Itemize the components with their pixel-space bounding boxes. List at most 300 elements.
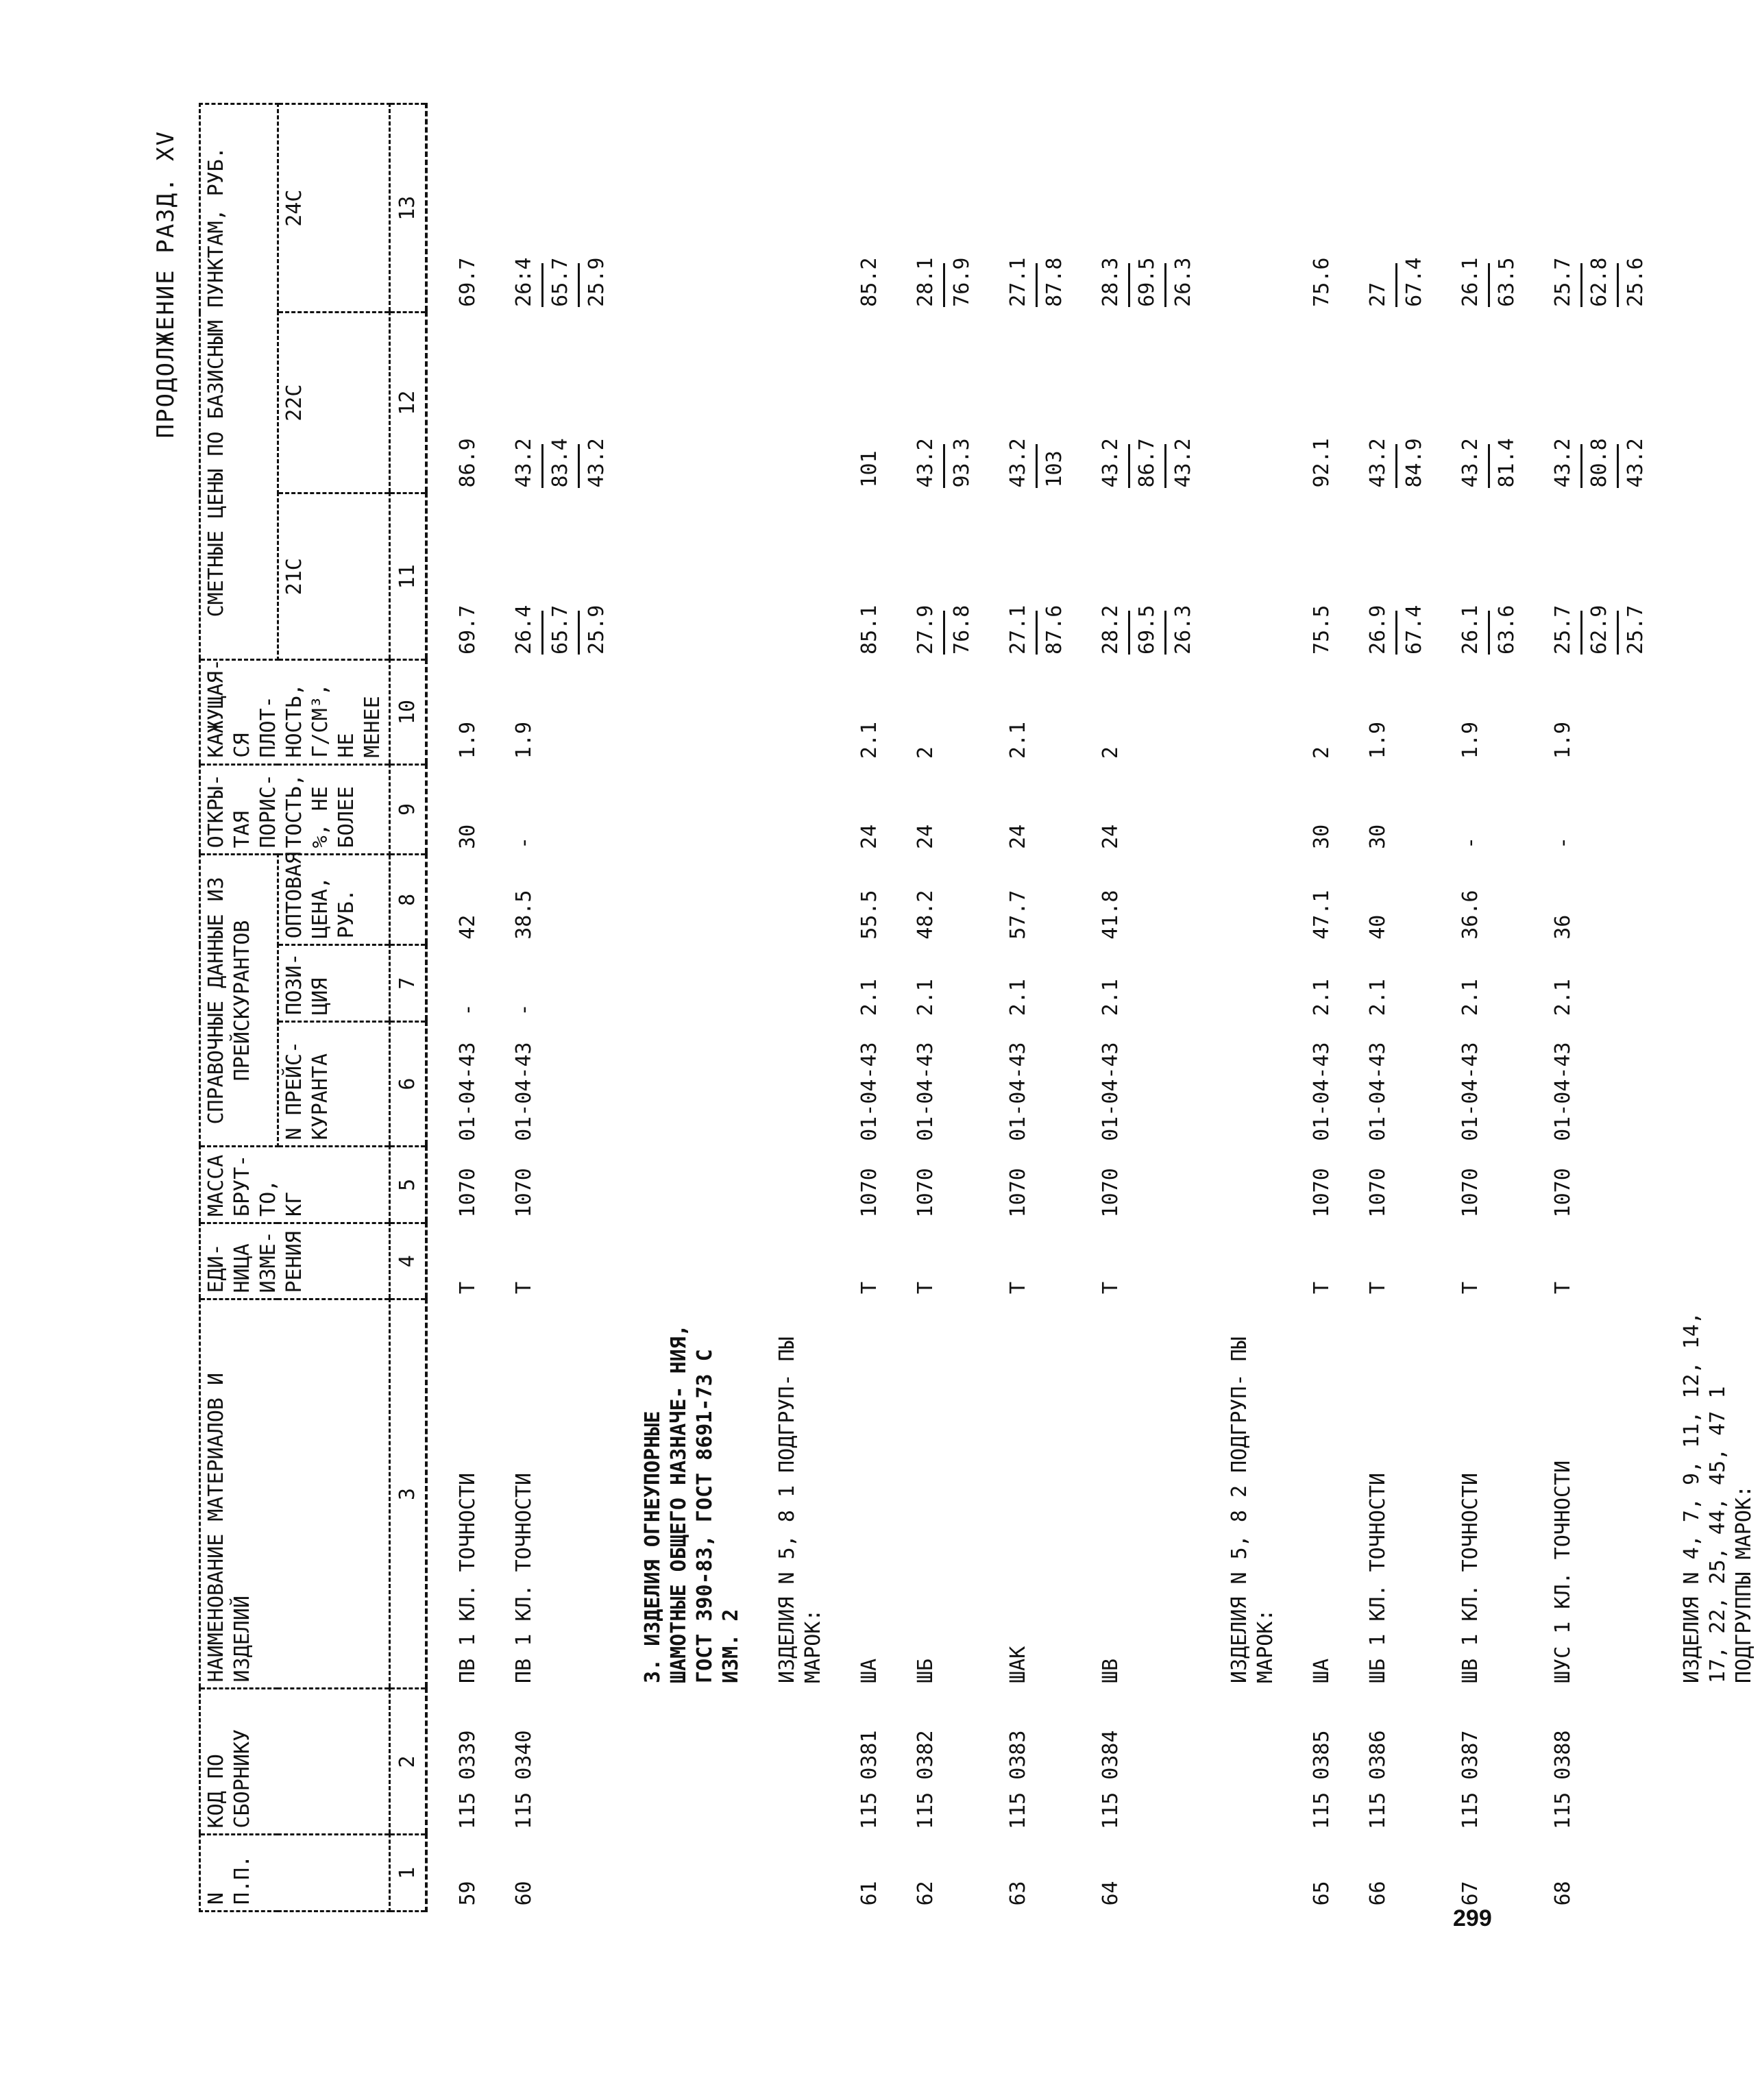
empty-cell bbox=[1676, 313, 1760, 493]
material-name: ШУС 1 КЛ. ТОЧНОСТИ bbox=[1551, 1460, 1575, 1683]
price-fraction bbox=[913, 438, 975, 487]
fraction-numerator: 28.1 bbox=[914, 257, 938, 307]
table-row bbox=[1362, 104, 1430, 1912]
col-number: 11 bbox=[390, 493, 427, 660]
row-gap bbox=[613, 104, 637, 1912]
price-fraction bbox=[1098, 438, 1160, 487]
gross-mass: 1070 bbox=[1458, 1168, 1482, 1218]
price-fraction-extra bbox=[1613, 605, 1649, 655]
price-fraction bbox=[1005, 438, 1068, 487]
fraction-denominator: 84.9 bbox=[1402, 438, 1426, 488]
fraction-numerator: 26.4 bbox=[512, 605, 536, 655]
catalog-code: 115 0388 bbox=[1551, 1730, 1575, 1829]
empty-cell bbox=[1224, 764, 1282, 855]
price-fraction bbox=[1005, 258, 1068, 307]
catalog-code: 115 0339 bbox=[456, 1730, 480, 1829]
empty-cell bbox=[637, 1021, 747, 1147]
row-number: 68 bbox=[1551, 1881, 1575, 1906]
col-header-4: ЕДИ- НИЦА ИЗМЕ- РЕНИЯ bbox=[200, 1223, 390, 1299]
fraction-denominator: 25.9 bbox=[585, 605, 609, 655]
fraction-denominator: 25.6 bbox=[1624, 257, 1648, 307]
fraction-numerator: 27.9 bbox=[914, 605, 938, 655]
fraction-numerator: 28.2 bbox=[1099, 605, 1123, 655]
price-cell-p21 bbox=[1362, 493, 1430, 660]
price-cell-p22 bbox=[854, 313, 885, 493]
col-number: 3 bbox=[390, 1299, 427, 1689]
position: 2.1 bbox=[1006, 979, 1030, 1016]
fraction-denominator: 87.6 bbox=[1042, 605, 1066, 655]
fraction-numerator: 43.2 bbox=[1006, 438, 1030, 488]
price-cell-p24 bbox=[854, 104, 885, 313]
fraction-denominator: 69.5 bbox=[1135, 257, 1159, 307]
fraction-denominator: 43.2 bbox=[1624, 438, 1648, 488]
price-fraction bbox=[1458, 438, 1520, 487]
fraction-bar bbox=[541, 263, 543, 307]
open-porosity: - bbox=[1458, 836, 1482, 849]
empty-cell bbox=[637, 1835, 747, 1912]
continuation-title: ПРОДОЛЖЕНИЕ РАЗД. XV bbox=[152, 130, 180, 439]
empty-cell bbox=[772, 1835, 829, 1912]
fraction-denominator: 81.4 bbox=[1495, 438, 1519, 488]
empty-cell bbox=[1224, 1689, 1282, 1835]
empty-cell bbox=[1676, 855, 1760, 945]
col-number: 10 bbox=[390, 660, 427, 764]
open-porosity: 30 bbox=[1310, 824, 1334, 849]
price-value: 101 bbox=[857, 450, 881, 488]
price-cell-p21 bbox=[1095, 493, 1199, 660]
fraction-denominator: 43.2 bbox=[1171, 438, 1195, 488]
price-fraction-extra bbox=[1160, 438, 1197, 487]
row-number: 67 bbox=[1458, 1881, 1482, 1906]
empty-cell bbox=[1224, 1223, 1282, 1299]
fraction-denominator: 83.4 bbox=[548, 438, 572, 488]
fraction-denominator: 93.3 bbox=[950, 438, 974, 488]
gap-cell bbox=[747, 104, 772, 1912]
fraction-bar bbox=[1036, 263, 1038, 307]
fraction-bar bbox=[578, 444, 580, 488]
pricelist-number: 01-04-43 bbox=[1099, 1042, 1123, 1141]
gap-cell bbox=[978, 104, 1003, 1912]
fraction-numerator: 27.1 bbox=[1006, 257, 1030, 307]
row-gap bbox=[1282, 104, 1306, 1912]
price-fraction bbox=[511, 605, 574, 655]
price-cell-p21 bbox=[854, 493, 885, 660]
gap-cell bbox=[885, 104, 910, 1912]
table-row bbox=[910, 104, 978, 1912]
catalog-code: 115 0381 bbox=[857, 1730, 881, 1829]
gross-mass: 1070 bbox=[1099, 1168, 1123, 1218]
fraction-denominator: 69.5 bbox=[1135, 605, 1159, 655]
wholesale-price: 36 bbox=[1551, 914, 1575, 940]
empty-cell bbox=[1676, 1689, 1760, 1835]
apparent-density: 1.9 bbox=[1366, 721, 1390, 759]
apparent-density: 1.9 bbox=[456, 721, 480, 759]
unit: Т bbox=[456, 1281, 480, 1294]
pricelist-number: 01-04-43 bbox=[1310, 1042, 1334, 1141]
price-fraction bbox=[1098, 605, 1160, 655]
fraction-denominator: 65.7 bbox=[548, 605, 572, 655]
fraction-denominator: 25.7 bbox=[1624, 605, 1648, 655]
price-fraction-extra bbox=[1160, 258, 1197, 307]
unit: Т bbox=[1310, 1281, 1334, 1294]
material-name: ШВ bbox=[1099, 1658, 1123, 1683]
gap-cell bbox=[426, 104, 452, 1912]
price-value: 75.5 bbox=[1310, 605, 1334, 655]
fraction-denominator: 63.6 bbox=[1495, 605, 1519, 655]
row-number: 62 bbox=[914, 1881, 938, 1906]
unit: Т bbox=[857, 1281, 881, 1294]
position: 2.1 bbox=[1551, 979, 1575, 1016]
pricelist-number: 01-04-43 bbox=[857, 1042, 881, 1141]
price-cell-p22 bbox=[1095, 313, 1199, 493]
empty-cell bbox=[772, 855, 829, 945]
price-fraction bbox=[1365, 438, 1428, 487]
position: - bbox=[512, 1003, 536, 1016]
fraction-bar bbox=[1036, 444, 1038, 488]
price-fraction bbox=[913, 605, 975, 655]
position: 2.1 bbox=[914, 979, 938, 1016]
price-cell-p21 bbox=[452, 493, 484, 660]
fraction-bar bbox=[1617, 611, 1619, 655]
price-group-header: СМЕТНЫЕ ЦЕНЫ ПО БАЗИСНЫМ ПУНКТАМ, РУБ. bbox=[200, 104, 278, 660]
open-porosity: 24 bbox=[1099, 824, 1123, 849]
row-gap bbox=[1071, 104, 1095, 1912]
empty-cell bbox=[1676, 493, 1760, 660]
open-porosity: 30 bbox=[1366, 824, 1390, 849]
fraction-numerator: 26:4 bbox=[512, 257, 536, 307]
open-porosity: - bbox=[512, 836, 536, 849]
pricelist-number: 01-04-43 bbox=[1006, 1042, 1030, 1141]
apparent-density: 1.9 bbox=[1551, 721, 1575, 759]
empty-cell bbox=[772, 313, 829, 493]
empty-cell bbox=[1676, 1223, 1760, 1299]
subheading-row bbox=[1676, 104, 1760, 1912]
row-gap bbox=[747, 104, 772, 1912]
unit: Т bbox=[1099, 1281, 1123, 1294]
material-name: ШБ bbox=[914, 1658, 938, 1683]
column-number-row bbox=[390, 104, 427, 1912]
fraction-bar bbox=[943, 263, 945, 307]
fraction-denominator: 76.8 bbox=[950, 605, 974, 655]
material-name: ША bbox=[1310, 1658, 1334, 1683]
col-number: 8 bbox=[390, 855, 427, 945]
apparent-density: 2.1 bbox=[1006, 721, 1030, 759]
empty-cell bbox=[1224, 660, 1282, 764]
empty-cell bbox=[1676, 1835, 1760, 1912]
fraction-bar bbox=[541, 611, 543, 655]
subgroup-heading: ИЗДЕЛИЯ N 5, 8 1 ПОДГРУП- ПЫ МАРОК: bbox=[775, 1336, 825, 1683]
price-cell-p21 bbox=[910, 493, 978, 660]
price-cell-p24 bbox=[509, 104, 613, 313]
fraction-numerator: 43.2 bbox=[914, 438, 938, 488]
fraction-bar bbox=[1128, 263, 1130, 307]
price-fraction-extra bbox=[1613, 438, 1649, 487]
price-cell-p21 bbox=[1548, 493, 1652, 660]
row-number: 60 bbox=[512, 1881, 536, 1906]
col-header-1: N П.П. bbox=[200, 1835, 390, 1912]
row-gap bbox=[829, 104, 854, 1912]
empty-cell bbox=[772, 493, 829, 660]
position: 2.1 bbox=[1099, 979, 1123, 1016]
fraction-bar bbox=[943, 444, 945, 488]
col-header-10: КАЖУЩАЯ- СЯ ПЛОТ- НОСТЬ, Г/СМ³, НЕ МЕНЕЕ bbox=[200, 660, 390, 764]
position: 2.1 bbox=[1458, 979, 1482, 1016]
catalog-code: 115 0382 bbox=[914, 1730, 938, 1829]
gap-cell bbox=[1282, 104, 1306, 1912]
table-row bbox=[1455, 104, 1523, 1912]
apparent-density: 2 bbox=[914, 746, 938, 759]
fraction-bar bbox=[1580, 263, 1582, 307]
row-gap bbox=[885, 104, 910, 1912]
price-cell-p24 bbox=[1548, 104, 1652, 313]
col-number: 7 bbox=[390, 945, 427, 1022]
wholesale-price: 41.8 bbox=[1099, 890, 1123, 940]
gap-cell bbox=[1523, 104, 1548, 1912]
empty-cell bbox=[1224, 104, 1282, 313]
fraction-bar bbox=[1395, 611, 1397, 655]
fraction-numerator: 26.1 bbox=[1458, 257, 1482, 307]
price-cell-p22 bbox=[1548, 313, 1652, 493]
empty-cell bbox=[637, 104, 747, 313]
price-cell-p22 bbox=[910, 313, 978, 493]
apparent-density: 2.1 bbox=[857, 721, 881, 759]
col-header-11: 21С bbox=[278, 493, 389, 660]
pricelist-number: 01-04-43 bbox=[512, 1042, 536, 1141]
wholesale-price: 55.5 bbox=[857, 890, 881, 940]
gross-mass: 1070 bbox=[1551, 1168, 1575, 1218]
gap-cell bbox=[613, 104, 637, 1912]
subgroup-heading: ИЗДЕЛИЯ N 4, 7, 9, 11, 12, 14, 17, 22, 25, 44, 45, 47 1 ПОДГРУППЫ МАРОК: bbox=[1680, 1312, 1756, 1683]
wholesale-price: 40 bbox=[1366, 914, 1390, 940]
col-header-7: ПОЗИ- ЦИЯ bbox=[278, 945, 389, 1022]
col-number: 1 bbox=[390, 1835, 427, 1912]
unit: Т bbox=[914, 1281, 938, 1294]
open-porosity: - bbox=[1551, 836, 1575, 849]
catalog-code: 115 0387 bbox=[1458, 1730, 1482, 1829]
position: 2.1 bbox=[857, 979, 881, 1016]
pricelist-number: 01-04-43 bbox=[456, 1042, 480, 1141]
fraction-numerator: 25.7 bbox=[1551, 257, 1575, 307]
empty-cell bbox=[1676, 764, 1760, 855]
col-header-12: 22С bbox=[278, 313, 389, 493]
price-cell-p24 bbox=[1455, 104, 1523, 313]
price-fraction-extra bbox=[574, 258, 610, 307]
fraction-denominator: 26.3 bbox=[1171, 257, 1195, 307]
empty-cell bbox=[1676, 104, 1760, 313]
col-number: 13 bbox=[390, 104, 427, 313]
pricelist-number: 01-04-43 bbox=[1551, 1042, 1575, 1141]
empty-cell bbox=[772, 945, 829, 1022]
price-fraction bbox=[511, 438, 574, 487]
open-porosity: 24 bbox=[1006, 824, 1030, 849]
fraction-numerator: 25.7 bbox=[1551, 605, 1575, 655]
price-cell-p22 bbox=[509, 313, 613, 493]
gross-mass: 1070 bbox=[914, 1168, 938, 1218]
fraction-denominator: 67.4 bbox=[1402, 605, 1426, 655]
price-value: 69.7 bbox=[456, 605, 480, 655]
empty-cell bbox=[1676, 1021, 1760, 1147]
row-number: 59 bbox=[456, 1881, 480, 1906]
col-header-13: 24С bbox=[278, 104, 389, 313]
col-number: 4 bbox=[390, 1223, 427, 1299]
fraction-denominator: 25.9 bbox=[585, 257, 609, 307]
fraction-numerator: 27.1 bbox=[1006, 605, 1030, 655]
gross-mass: 1070 bbox=[512, 1168, 536, 1218]
wholesale-price: 38.5 bbox=[512, 890, 536, 940]
subgroup-heading: ИЗДЕЛИЯ N 5, 8 2 ПОДГРУП- ПЫ МАРОК: bbox=[1227, 1336, 1278, 1683]
price-fraction bbox=[511, 258, 574, 307]
empty-cell bbox=[637, 1223, 747, 1299]
empty-cell bbox=[637, 660, 747, 764]
price-cell-p22 bbox=[1003, 313, 1071, 493]
empty-cell bbox=[772, 1147, 829, 1223]
col-number: 5 bbox=[390, 1147, 427, 1223]
fraction-denominator: 62.8 bbox=[1587, 257, 1611, 307]
fraction-numerator: 28.3 bbox=[1099, 257, 1123, 307]
material-name: ПВ 1 КЛ. ТОЧНОСТИ bbox=[512, 1472, 536, 1683]
catalog-code: 115 0383 bbox=[1006, 1730, 1030, 1829]
catalog-code: 115 0340 bbox=[512, 1730, 536, 1829]
unit: Т bbox=[1551, 1281, 1575, 1294]
price-cell-p24 bbox=[1306, 104, 1338, 313]
fraction-bar bbox=[1488, 611, 1490, 655]
price-value: 85.1 bbox=[857, 605, 881, 655]
col-header-3: НАИМЕНОВАНИЕ МАТЕРИАЛОВ И ИЗДЕЛИЙ bbox=[200, 1299, 390, 1689]
table-row bbox=[1095, 104, 1199, 1912]
row-number: 63 bbox=[1006, 1881, 1030, 1906]
price-cell-p24 bbox=[910, 104, 978, 313]
position: - bbox=[456, 1003, 480, 1016]
empty-cell bbox=[772, 1223, 829, 1299]
empty-cell bbox=[1676, 660, 1760, 764]
fraction-denominator: 87.8 bbox=[1042, 257, 1066, 307]
price-fraction bbox=[1458, 258, 1520, 307]
price-fraction bbox=[913, 258, 975, 307]
material-name: ШАК bbox=[1006, 1646, 1030, 1683]
table-row bbox=[1306, 104, 1338, 1912]
price-fraction-extra bbox=[574, 605, 610, 655]
empty-cell bbox=[772, 1021, 829, 1147]
empty-cell bbox=[1224, 1021, 1282, 1147]
price-cell-p21 bbox=[1003, 493, 1071, 660]
col-number: 12 bbox=[390, 313, 427, 493]
fraction-numerator: 43.2 bbox=[1366, 438, 1390, 488]
fraction-bar bbox=[1164, 263, 1166, 307]
col-header-2: КОД ПО СБОРНИКУ bbox=[200, 1689, 390, 1835]
row-gap bbox=[1523, 104, 1548, 1912]
fraction-bar bbox=[1036, 611, 1038, 655]
col-header-6: N ПРЕЙС- КУРАНТА bbox=[278, 1021, 389, 1147]
price-cell-p24 bbox=[1362, 104, 1430, 313]
fraction-denominator: 63.5 bbox=[1495, 257, 1519, 307]
price-fraction-extra bbox=[1613, 258, 1649, 307]
apparent-density: 2 bbox=[1099, 746, 1123, 759]
row-number: 64 bbox=[1099, 1881, 1123, 1906]
material-name: ШВ 1 КЛ. ТОЧНОСТИ bbox=[1458, 1472, 1482, 1683]
price-fraction bbox=[1458, 605, 1520, 655]
apparent-density: 2 bbox=[1310, 746, 1334, 759]
col-header-5: МАССА БРУТ- ТО, КГ bbox=[200, 1147, 390, 1223]
fraction-bar bbox=[1395, 263, 1397, 307]
price-value: 75.6 bbox=[1310, 257, 1334, 307]
empty-cell bbox=[1224, 855, 1282, 945]
catalog-code: 115 0386 bbox=[1366, 1730, 1390, 1829]
fraction-denominator: 86.7 bbox=[1135, 438, 1159, 488]
row-gap bbox=[1652, 104, 1676, 1912]
fraction-denominator: 80.8 bbox=[1587, 438, 1611, 488]
pricelist-number: 01-04-43 bbox=[1458, 1042, 1482, 1141]
fraction-bar bbox=[943, 611, 945, 655]
empty-cell bbox=[1224, 493, 1282, 660]
subheading-row bbox=[1224, 104, 1282, 1912]
gap-cell bbox=[1199, 104, 1224, 1912]
price-fraction bbox=[1005, 605, 1068, 655]
empty-cell bbox=[637, 1689, 747, 1835]
price-value: 69.7 bbox=[456, 257, 480, 307]
gross-mass: 1070 bbox=[1366, 1168, 1390, 1218]
gap-cell bbox=[484, 104, 509, 1912]
price-cell-p22 bbox=[1362, 313, 1430, 493]
price-cell-p21 bbox=[1455, 493, 1523, 660]
gap-cell bbox=[829, 104, 854, 1912]
wholesale-price: 42 bbox=[456, 914, 480, 940]
table-row bbox=[854, 104, 885, 1912]
fraction-numerator: 43.2 bbox=[1099, 438, 1123, 488]
table-header bbox=[200, 104, 427, 1912]
material-name: ПВ 1 КЛ. ТОЧНОСТИ bbox=[456, 1472, 480, 1683]
fraction-denominator: 43.2 bbox=[585, 438, 609, 488]
price-value: 86.9 bbox=[456, 438, 480, 488]
fraction-bar bbox=[1488, 444, 1490, 488]
position: 2.1 bbox=[1310, 979, 1334, 1016]
wholesale-price: 48.2 bbox=[914, 890, 938, 940]
gross-mass: 1070 bbox=[456, 1168, 480, 1218]
price-fraction bbox=[1098, 258, 1160, 307]
price-fraction bbox=[1365, 605, 1428, 655]
rotated-content bbox=[117, 103, 1756, 1912]
fraction-bar bbox=[1488, 263, 1490, 307]
fraction-denominator: 26.3 bbox=[1171, 605, 1195, 655]
fraction-denominator: 76.9 bbox=[950, 257, 974, 307]
empty-cell bbox=[772, 1689, 829, 1835]
row-number: 66 bbox=[1366, 1881, 1390, 1906]
col-number: 6 bbox=[390, 1021, 427, 1147]
row-gap bbox=[426, 104, 452, 1912]
unit: Т bbox=[1006, 1281, 1030, 1294]
col-header-9: ОТКРЫ- ТАЯ ПОРИС- ТОСТЬ, %, НЕ БОЛЕЕ bbox=[200, 764, 390, 855]
row-gap bbox=[1338, 104, 1362, 1912]
fraction-bar bbox=[1128, 611, 1130, 655]
empty-cell bbox=[637, 764, 747, 855]
fraction-bar bbox=[1164, 611, 1166, 655]
catalog-code: 115 0384 bbox=[1099, 1730, 1123, 1829]
row-gap bbox=[1430, 104, 1455, 1912]
empty-cell bbox=[1676, 945, 1760, 1022]
fraction-denominator: 67.4 bbox=[1402, 257, 1426, 307]
wholesale-price: 47.1 bbox=[1310, 890, 1334, 940]
table-body bbox=[426, 104, 1760, 1912]
empty-cell bbox=[1224, 313, 1282, 493]
page-number: 299 bbox=[1453, 1905, 1492, 1931]
fraction-numerator: 43.2 bbox=[1458, 438, 1482, 488]
unit: Т bbox=[1458, 1281, 1482, 1294]
gross-mass: 1070 bbox=[857, 1168, 881, 1218]
fraction-denominator: 65.7 bbox=[548, 257, 572, 307]
fraction-bar bbox=[578, 263, 580, 307]
table-row bbox=[1548, 104, 1652, 1912]
row-number: 61 bbox=[857, 1881, 881, 1906]
subheading-row bbox=[772, 104, 829, 1912]
